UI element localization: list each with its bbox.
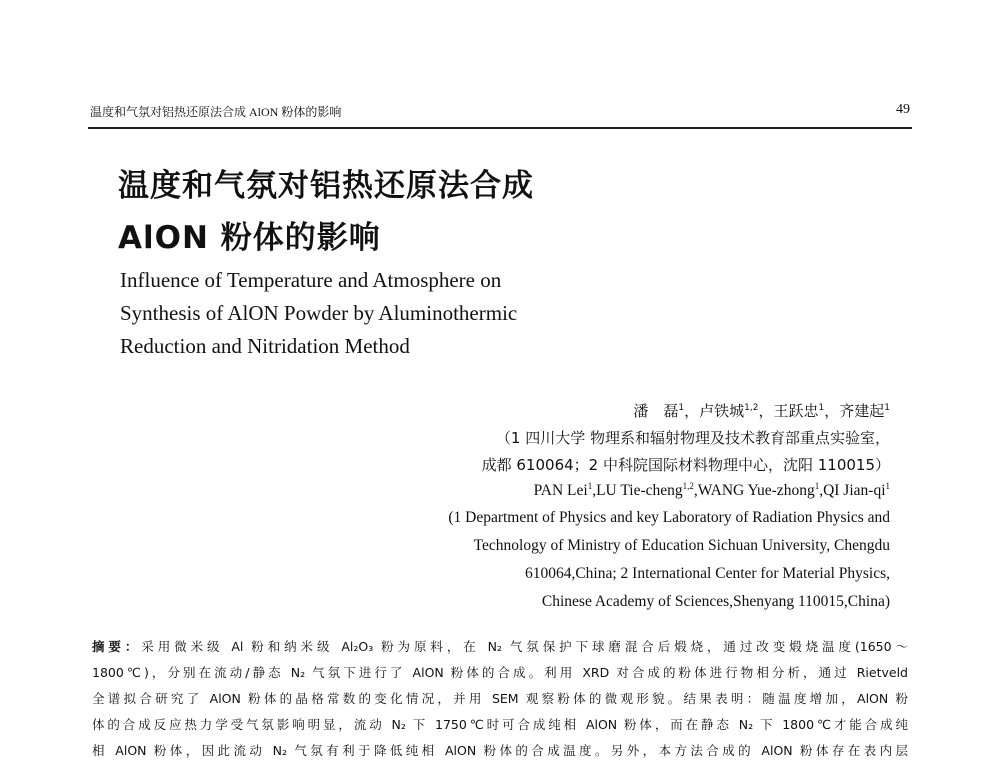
author-name: PAN Lei bbox=[533, 482, 588, 500]
abstract-line-2: 1800℃)，分别在流动/静态 N₂ 气氛下进行了 AlON 粉体的合成。利用 XRD 对合成的粉体进行物相分析，通过 Rietveld bbox=[92, 665, 908, 680]
author-sup: 1 bbox=[884, 403, 890, 413]
author-sup: 1 bbox=[587, 481, 593, 491]
abstract-line-1 bbox=[92, 637, 908, 655]
title-cn-line-1: 温度和气氛对铝热还原法合成 bbox=[118, 168, 534, 204]
affiliation-cn-line-1: （1 四川大学 物理系和辐射物理及技术教育部重点实验室， bbox=[495, 429, 890, 447]
author-name: ，王跃忠 bbox=[758, 402, 819, 420]
header-rule bbox=[88, 127, 912, 129]
author-name: 潘 磊 bbox=[633, 402, 679, 420]
author-sup: 1,2 bbox=[744, 403, 759, 413]
affiliation-en-line-2: Technology of Ministry of Education Sichuan University, Chengdu bbox=[473, 537, 890, 554]
title-en-line-1: Influence of Temperature and Atmosphere on bbox=[120, 268, 502, 292]
abstract-text: 采用微米级 Al 粉和纳米级 Al₂O₃ 粉为原料，在 N₂ 气氛保护下球磨混合后煅烧，通过改变煅烧温度(1650～ bbox=[141, 639, 908, 654]
author-name: ,WANG Yue-zhong bbox=[693, 482, 815, 500]
title-en-line-2: Synthesis of AlON Powder by Aluminothermic bbox=[120, 301, 518, 325]
author-name: ，齐建起 bbox=[824, 402, 885, 420]
title-en-line-3: Reduction and Nitridation Method bbox=[120, 334, 410, 358]
abstract-line-5: 相 AlON 粉体，因此流动 N₂ 气氛有利于降低纯相 AlON 粉体的合成温度。另外，本方法合成的 AlON 粉体存在表内层 bbox=[92, 743, 908, 758]
affiliation-en-line-1: (1 Department of Physics and key Laboratory of Radiation Physics and bbox=[448, 509, 890, 526]
author-name: ，卢铁城 bbox=[684, 402, 745, 420]
abstract-line-4: 体的合成反应热力学受气氛影响明显，流动 N₂ 下 1750℃时可合成纯相 AlON 粉体，而在静态 N₂ 下 1800℃才能合成纯 bbox=[92, 717, 908, 732]
affiliation-cn-line-2: 成都 610064；2 中科院国际材料物理中心，沈阳 110015） bbox=[481, 456, 890, 474]
abstract-line-3: 全谱拟合研究了 AlON 粉体的晶格常数的变化情况，并用 SEM 观察粉体的微观形貌。结果表明：随温度增加，AlON 粉 bbox=[92, 691, 908, 706]
author-name: ,LU Tie-cheng bbox=[592, 482, 683, 500]
page-number: 49 bbox=[896, 102, 910, 117]
author-sup: 1 bbox=[678, 403, 685, 413]
author-sup: 1 bbox=[814, 481, 820, 491]
author-sup: 1 bbox=[885, 481, 890, 491]
running-head: 温度和气氛对铝热还原法合成 AlON 粉体的影响 bbox=[90, 105, 342, 119]
affiliation-en-line-3: 610064,China; 2 International Center for Material Physics, bbox=[524, 565, 890, 582]
author-sup: 1,2 bbox=[682, 481, 694, 491]
authors-cn bbox=[633, 400, 890, 421]
affiliation-en-line-4: Chinese Academy of Sciences,Shenyang 110015,China) bbox=[541, 593, 890, 610]
authors-en bbox=[534, 481, 890, 500]
title-cn-line-2: AlON 粉体的影响 bbox=[118, 220, 381, 256]
author-name: ,QI Jian-qi bbox=[819, 482, 886, 500]
abstract-label: 摘要： bbox=[92, 639, 142, 654]
author-sup: 1 bbox=[818, 403, 825, 413]
